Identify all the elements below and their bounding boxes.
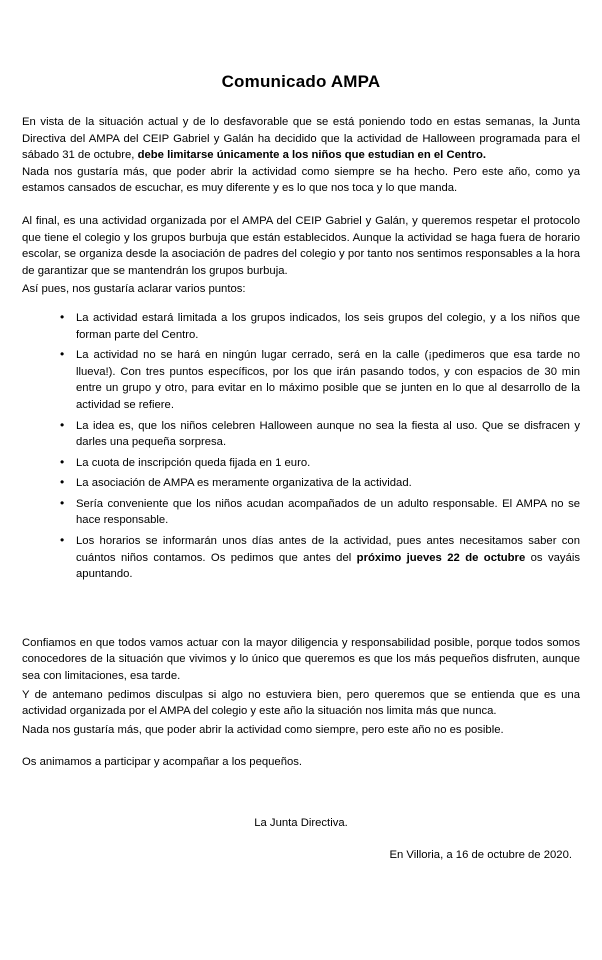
points-list bbox=[22, 310, 580, 583]
deadline-text-before: Los horarios se informarán unos días antes de la actividad, pues antes necesitamos saber con cuántos niños contamos. Os pedimos que antes del bbox=[76, 535, 580, 564]
page-title: Comunicado AMPA bbox=[221, 72, 381, 91]
spacer bbox=[22, 587, 580, 613]
closing-paragraph-3: Nada nos gustaría más, que poder abrir la actividad como siempre, pero este año no es posible. bbox=[22, 723, 504, 736]
list-item-deadline bbox=[74, 533, 580, 583]
intro-paragraph-2: Nada nos gustaría más, que poder abrir la actividad como siempre se ha hecho. Pero este año, como ya estamos cansados de escuchar, es muy diferente y es lo que nos toca y lo que manda. bbox=[22, 165, 580, 195]
closing-paragraph-1: Confiamos en que todos vamos actuar con la mayor diligencia y responsabilidad posible, porque todos somos conocedores de la situación que vivimos y lo único que queremos es que los más pequeños disfruten, aunque sea con limitaciones, esa tarde. bbox=[22, 636, 580, 683]
body-paragraph-2: Así pues, nos gustaría aclarar varios puntos: bbox=[22, 283, 246, 296]
spacer bbox=[22, 740, 580, 754]
place-and-date: En Villoria, a 16 de octubre de 2020. bbox=[389, 849, 572, 861]
list-item: • La idea es, que los niños celebren Halloween aunque no sea la fiesta al uso. Que se disfracen y darles una pequeña sorpresa. bbox=[74, 418, 580, 451]
list-item: • La asociación de AMPA es meramente organizativa de la actividad. bbox=[74, 475, 580, 492]
intro-paragraph-1-bold: debe limitarse únicamente a los niños que estudian en el Centro. bbox=[137, 149, 486, 162]
body-paragraph-1: Al final, es una actividad organizada por el AMPA del CEIP Gabriel y Galán, y queremos respetar el protocolo que tiene el colegio y los grupos burbuja que están establecidos. Aunque la actividad se haga fuera de horario escolar, se organiza desde la asociación de padres del colegio y por tanto nos sentimos responsables a la hora de garantizar que se mantendrán los grupos burbuja. bbox=[22, 214, 580, 277]
list-item: • La actividad no se hará en ningún lugar cerrado, será en la calle (¡pedimeros que esa tarde no llueva!). Con tres puntos específicos, por los que irán pasando todos, y con espacios de 30 min entre un grupo y otro, para evitar en lo máximo posible que se junten en lo que al desarrollo de la actividad se refiere. bbox=[74, 347, 580, 413]
list-item: • La actividad estará limitada a los grupos indicados, los seis grupos del colegio, y a los niños que forman parte del Centro. bbox=[74, 310, 580, 343]
list-item: • Sería conveniente que los niños acudan acompañados de un adulto responsable. El AMPA no se hace responsable. bbox=[74, 496, 580, 529]
closing-paragraph-2: Y de antemano pedimos disculpas si algo no estuviera bien, pero queremos que se entienda que es una actividad organizada por el AMPA del colegio y este año la situación nos limita más que nunca. bbox=[22, 688, 580, 718]
intro-paragraph-1-text: En vista de la situación actual y de lo desfavorable que se está poniendo todo en estas semanas, la Junta Directiva del AMPA del CEIP Gabriel y Galán ha decidido que la actividad de Halloween programada para el sábado 31 de octubre, bbox=[22, 116, 580, 162]
invitation-paragraph: Os animamos a participar y acompañar a los pequeños. bbox=[22, 756, 303, 769]
spacer bbox=[22, 199, 580, 213]
list-item: • La cuota de inscripción queda fijada en 1 euro. bbox=[74, 455, 580, 472]
signature: La Junta Directiva. bbox=[254, 817, 348, 829]
intro-paragraph-1 bbox=[22, 114, 580, 164]
deadline-date: próximo jueves 22 de octubre bbox=[356, 551, 526, 564]
deadline-text-after: os vayáis apuntando. bbox=[76, 551, 581, 581]
